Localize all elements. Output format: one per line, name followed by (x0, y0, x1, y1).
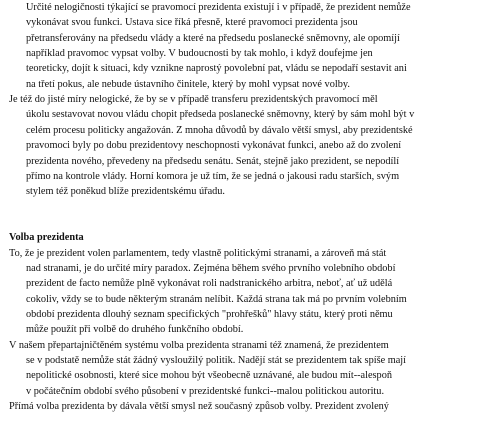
text-line: přímo na kontrole vlády. Horní komora je už tím, že se jedná o jakousi radu starších, svým (26, 170, 400, 182)
text-line: prezident de facto nemůže plně vykonávat roli nadstranického arbitra, neboť, ať už udělá (26, 278, 393, 290)
text-line: teoreticky, dojít k situaci, kdy vznikne naprostý povolební pat, vládu se nepodaří sestavit ani (26, 63, 407, 75)
text-line: Určité nelogičnosti týkající se pravomocí prezidenta existují i v případě, že prezident nemůže (26, 2, 411, 13)
text-line: Je též do jisté míry nelogické, že by se v případě transferu prezidentských pravomocí měl (9, 94, 378, 106)
text-line: se v podstatě nemůže stát žádný vysloužilý politik. Nadějí stát se prezidentem tak spíše mají (26, 355, 407, 367)
text-line: v počátečním období svého působení v prezidentské funkci--malou politickou autoritu. (26, 385, 385, 397)
text-line: celém procesu politicky angažován. Z mnoha důvodů by dávalo větší smysl, aby prezidentské (26, 124, 413, 136)
text-line: prezidenta nového, převedeny na předsedu senátu. Senát, stejně jako prezident, se nepodílí (26, 155, 400, 167)
text-line: období prezidenta dlouhý seznam specifických "prohřešků" hlavy státu, který proti němu (26, 309, 393, 320)
text-line: například pravomoc vypsat volby. V budoucnosti by tak mohlo, i když doufejme jen (26, 48, 373, 60)
text-line: cokoliv, vždy se to bude některým stranám nelíbit. Každá strana tak má po prvním volebním (26, 293, 407, 305)
text-line: může použít při volbě do druhého funkčního období. (26, 324, 244, 336)
text-line: V našem přepartajničtěném systému volba prezidenta stranami též znamená, že prezidentem (9, 339, 389, 351)
section-heading: Volba prezidenta (9, 232, 84, 244)
text-line: vykonávat svou funkci. Ustava sice říká přesně, které pravomoci prezidenta jsou (26, 17, 358, 29)
text-line: stylem též poněkud blíže prezidentskému úřadu. (26, 186, 226, 198)
text-line: Přímá volba prezidenta by dávala větší smysl než současný způsob volby. Prezident zvolený (9, 401, 389, 413)
text-line: nepolitické osobnosti, které sice mohou být všeobecně uznávané, ale budou mít--alespoň (26, 370, 393, 382)
text-line: To, že je prezident volen parlamentem, tedy vlastně politickými stranami, a zároveň má stát (9, 247, 387, 259)
text-line: přetransferovány na předsedu vlády a které na předsedu poslanecké sněmovny, ale opomíjí (26, 32, 400, 44)
text-line: úkolu sestavovat novou vládu chopit předseda poslanecké sněmovny, který by sám mohl být v (26, 109, 415, 121)
text-line: na třetí pokus, ale nebude ústavního činitele, který by mohl vypsat nové volby. (26, 78, 350, 90)
text-line: pravomoci byly po dobu prezidentovy neschopnosti vykonávat funkci, anebo až do zvolení (26, 140, 402, 152)
text-line: nad stranami, je do určité míry paradox. Zejména během svého prvního volebního období (26, 262, 396, 274)
